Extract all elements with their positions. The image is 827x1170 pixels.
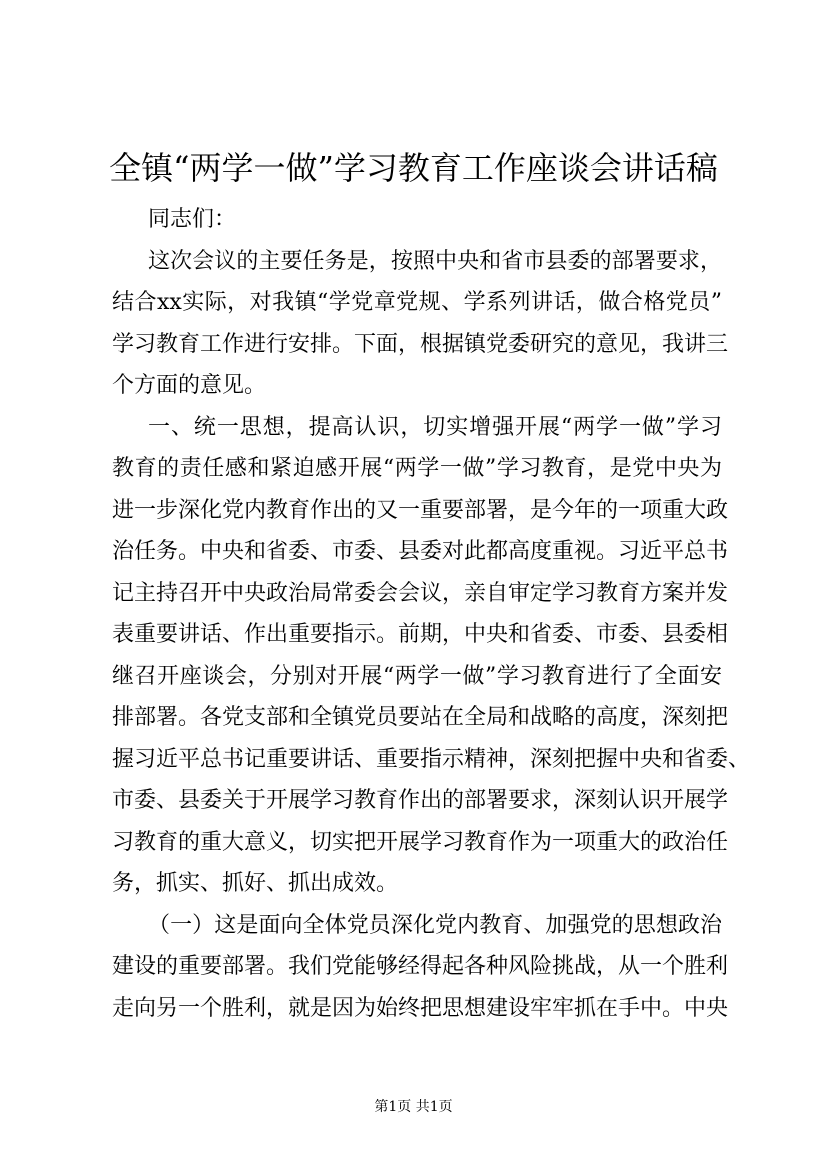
paragraph-line: 进一步深化党内教育作出的又一重要部署，是今年的一项重大政 xyxy=(112,497,729,523)
paragraph-line: 握习近平总书记重要讲话、重要指示精神，深刻把握中央和省委、 xyxy=(112,746,751,772)
paragraph-line: 建设的重要部署。我们党能够经得起各种风险挑战，从一个胜利 xyxy=(112,954,729,979)
paragraph-line: 继召开座谈会，分别对开展“两学一做”学习教育进行了全面安 xyxy=(112,663,722,689)
paragraph-line: 记主持召开中央政治局常委会会议，亲自审定学习教育方案并发 xyxy=(112,580,729,606)
paragraph-line: 这次会议的主要任务是，按照中央和省市县委的部署要求， xyxy=(148,248,722,274)
paragraph-line: 个方面的意见。 xyxy=(112,373,267,398)
paragraph-line: 务，抓实、抓好、抓出成效。 xyxy=(112,871,399,896)
paragraph-line: 表重要讲话、作出重要指示。前期，中央和省委、市委、县委相 xyxy=(112,622,729,647)
paragraph-line: （一）这是面向全体党员深化党内教育、加强党的思想政治 xyxy=(148,912,722,938)
document-body xyxy=(112,199,751,1029)
paragraph-line: 一、统一思想，提高认识，切实增强开展“两学一做”学习 xyxy=(148,414,722,440)
paragraph-line: 走向另一个胜利，就是因为始终把思想建设牢牢抓在手中。中央 xyxy=(112,995,729,1021)
paragraph-line: 学习教育工作进行安排。下面，根据镇党委研究的意见，我讲三 xyxy=(112,331,729,357)
paragraph-line: 治任务。中央和省委、市委、县委对此都高度重视。习近平总书 xyxy=(112,539,729,564)
paragraph-line: 结合xx实际，对我镇“学党章党规、学系列讲话，做合格党员” xyxy=(112,290,722,315)
page-number-footer: 第1页 共1页 xyxy=(374,1099,453,1115)
paragraph-line: 市委、县委关于开展学习教育作出的部署要求，深刻认识开展学 xyxy=(112,788,729,813)
salutation-line: 同志们： xyxy=(148,207,237,232)
paragraph-line: 习教育的重大意义，切实把开展学习教育作为一项重大的政治任 xyxy=(112,829,729,855)
paragraph-line: 排部署。各党支部和全镇党员要站在全局和战略的高度，深刻把 xyxy=(112,705,729,730)
paragraph-line: 教育的责任感和紧迫感开展“两学一做”学习教育，是党中央为 xyxy=(112,456,722,481)
document-title: 全镇“两学一做”学习教育工作座谈会讲话稿 xyxy=(109,149,718,187)
